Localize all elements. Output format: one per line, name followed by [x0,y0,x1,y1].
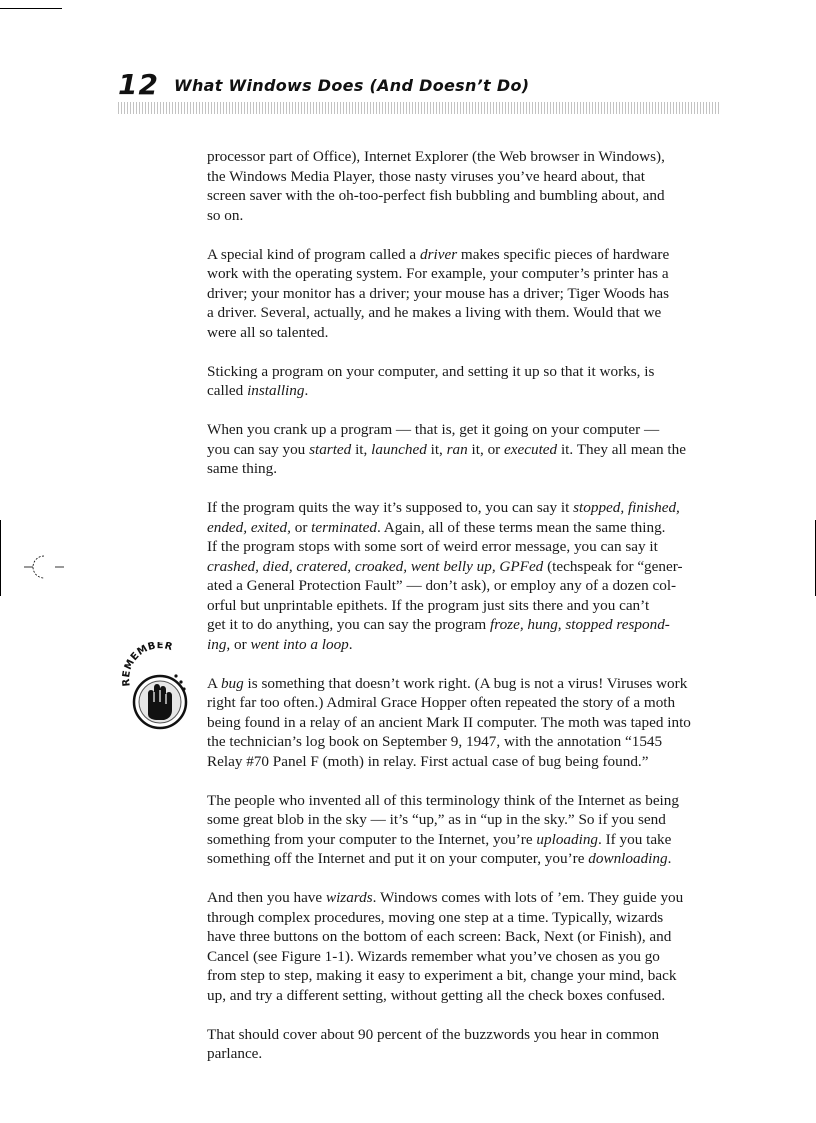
text-line [207,986,722,1006]
text-run: something off the Internet and put it on your computer, you’re [207,850,589,867]
text-run: If the program quits the way it’s supposed to, you can say it [207,499,574,516]
text-line [207,362,722,382]
chapter-title: What Windows Does (And Doesn’t Do) [174,76,530,95]
paragraph [207,888,722,1005]
text-line [207,557,722,577]
text-line [207,576,722,596]
italic-term: launched [371,440,427,458]
text-line [207,167,722,187]
text-line [207,596,722,616]
text-line [207,947,722,967]
text-line [207,674,722,694]
text-line [207,1025,722,1045]
paragraph [207,791,722,869]
text-run: right far too often.) Admiral Grace Hopper often repeated the story of a moth [207,694,676,711]
text-run: the Windows Media Player, those nasty viruses you’ve heard about, that [207,167,645,185]
text-run: or [290,518,312,536]
italic-term: bug [220,674,244,692]
text-line [207,810,722,830]
text-line [207,908,722,928]
italic-term: crashed, died, cratered, croaked, went belly up, GPFed [207,557,544,575]
text-line [207,732,722,752]
italic-term: uploading [536,830,599,848]
paragraph [207,1025,722,1064]
text-line [207,186,722,206]
text-run: same thing. [207,460,278,477]
text-run: screen saver with the oh-too-perfect fish bubbling and bumbling about, and [207,187,665,204]
text-run: processor part of Office), Internet Explorer (the Web browser in Windows), [207,148,665,165]
text-line [207,264,722,284]
italic-term: ing, [207,635,231,653]
text-line [207,791,722,811]
text-line [207,323,722,343]
italic-term: downloading [588,850,668,867]
text-run: or [230,635,251,653]
text-run: . [348,635,353,653]
remember-icon-label: REMEMBER [120,642,174,687]
text-run: it, [351,440,372,458]
text-run: some great blob in the sky — it’s “up,” as in “up in the sky.” So if you send [207,811,666,828]
text-line [207,849,722,869]
text-run: driver; your monitor has a driver; your mouse has a driver; Tiger Woods has [207,284,670,302]
text-line [207,537,722,557]
paragraph [207,674,722,772]
header-rule [118,102,720,114]
paragraph [207,498,722,654]
text-run: ated a General Protection Fault” — don’t ask), or employ any of a dozen col- [207,577,677,594]
text-line [207,147,722,167]
text-line [207,498,722,518]
text-line [207,518,722,538]
text-run: being found in a relay of an ancient Mark II computer. The moth was taped into [207,713,691,731]
italic-term: ended, exited, [207,518,291,536]
text-run: When you crank up a program — that is, get it going on your computer — [207,421,660,438]
text-run: Sticking a program on your computer, and setting it up so that it works, is [207,362,655,380]
italic-term: installing [247,382,305,399]
body-text [207,147,722,1083]
text-run: If the program stops with some sort of weird error message, you can say it [207,538,658,555]
text-run: . Again, all of these terms mean the same thing. [376,518,666,536]
remember-icon [118,642,200,738]
text-line [207,693,722,713]
text-line [207,752,722,772]
text-line [207,713,722,733]
text-line [207,303,722,323]
text-run: from step to step, making it easy to experiment a bit, change your mind, back [207,967,677,984]
text-line [207,284,722,304]
text-run: so on. [207,206,244,224]
text-run: . If you take [598,830,672,848]
left-margin-bar [0,520,1,596]
italic-term: wizards [325,889,373,906]
text-run: it. They all mean the [557,440,686,458]
text-line [207,927,722,947]
crop-mark [0,8,62,9]
text-line [207,459,722,479]
text-run: called [207,382,248,399]
text-run: . [304,382,309,399]
text-line [207,440,722,460]
text-run: get it to do anything, you can say the program [207,616,491,633]
text-run: parlance. [207,1045,263,1062]
text-run: Relay #70 Panel F (moth) in relay. First actual case of bug being found.” [207,752,649,770]
paragraph [207,245,722,343]
registration-mark-icon [24,552,64,582]
text-run: (techspeak for “gener- [543,557,683,575]
italic-term: stopped, finished, [573,499,680,516]
text-run: you can say you [207,440,310,458]
text-run: the technician’s log book on September 9, 1947, with the annotation “1545 [207,733,663,750]
text-line [207,1044,722,1064]
text-run: . Windows comes with lots of ’em. They guide you [372,889,684,906]
italic-term: driver [419,245,458,263]
text-line [207,381,722,401]
paragraph [207,420,722,479]
text-line [207,830,722,850]
italic-term: executed [504,440,558,458]
text-run: A special kind of program called a [207,245,420,263]
paragraph [207,362,722,401]
text-run: A [207,674,221,692]
text-run: work with the operating system. For example, your computer’s printer has a [207,265,669,282]
text-run: have three buttons on the bottom of each screen: Back, Next (or Finish), and [207,928,672,945]
text-line [207,966,722,986]
text-run: it, or [467,440,505,458]
paragraph [207,147,722,225]
text-line [207,888,722,908]
italic-term: started [309,440,352,458]
text-run: a driver. Several, actually, and he makes a living with them. Would that we [207,304,662,321]
text-run: The people who invented all of this terminology think of the Internet as being [207,791,679,809]
text-run: makes specific pieces of hardware [457,245,670,263]
text-run: is something that doesn’t work right. (A bug is not a virus! Viruses work [243,674,688,692]
page-number: 12 [118,68,159,101]
text-run: That should cover about 90 percent of the buzzwords you hear in common [207,1025,660,1043]
text-run: it, [426,440,447,458]
text-line [207,635,722,655]
text-run: up, and try a different setting, without getting all the check boxes confused. [207,986,666,1004]
text-run: . [667,850,672,867]
text-run: something from your computer to the Internet, you’re [207,830,537,848]
text-run: through complex procedures, moving one step at a time. Typically, wizards [207,908,664,926]
text-run: were all so talented. [207,323,329,341]
text-line [207,206,722,226]
italic-term: ran [446,440,468,458]
text-line [207,615,722,635]
italic-term: froze, hung, stopped respond- [490,616,670,633]
text-line [207,245,722,265]
italic-term: terminated [311,518,377,536]
text-run: orful but unprintable epithets. If the program just sits there and you can’t [207,596,650,614]
italic-term: went into a loop [250,635,349,653]
text-run: Cancel (see Figure 1-1). Wizards remember what you’ve chosen as you go [207,947,660,965]
text-line [207,420,722,440]
text-run: And then you have [207,889,326,906]
